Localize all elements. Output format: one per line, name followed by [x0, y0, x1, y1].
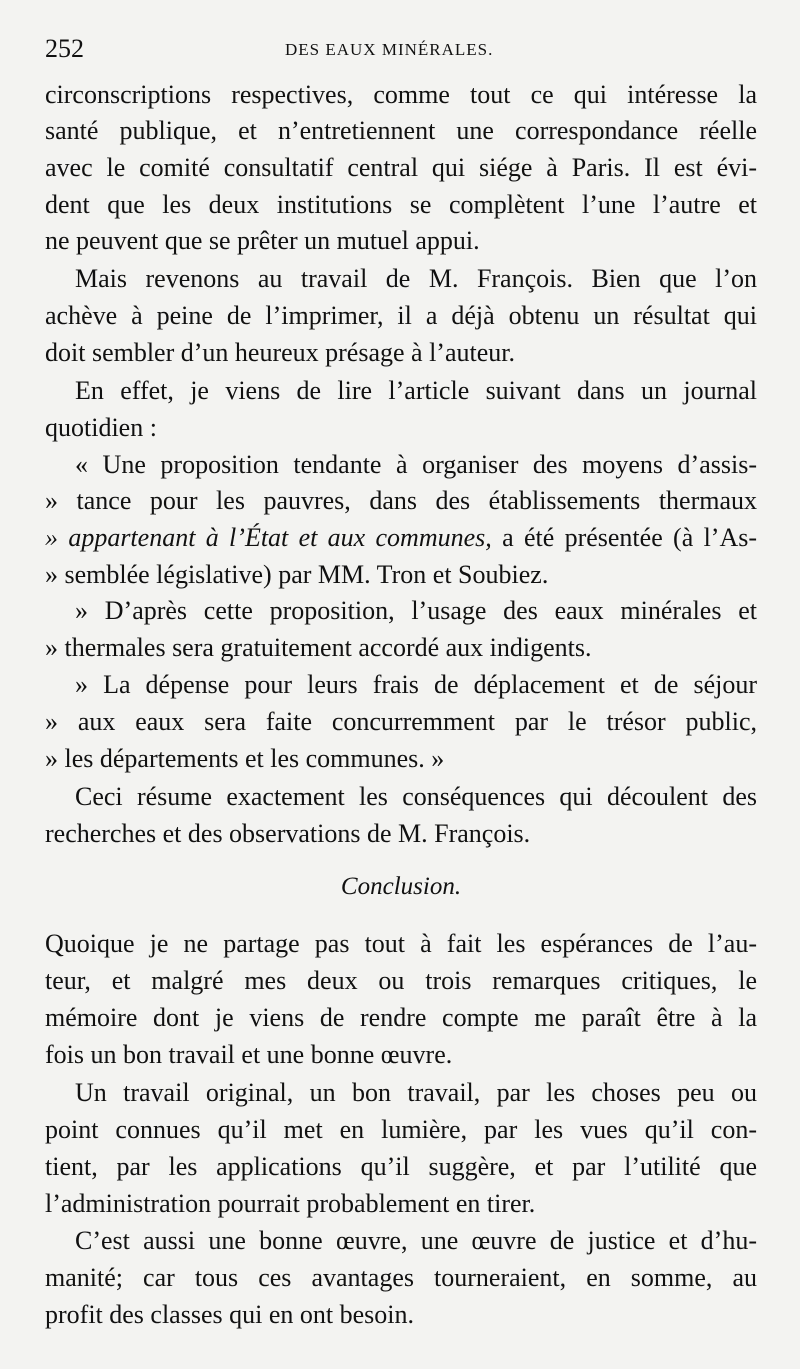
text-line: Ceci résume exactement les conséquences qui découlent des	[75, 782, 757, 811]
text-line: En effet, je viens de lire l’article suivant dans un journal	[75, 376, 757, 405]
text-line: manité; car tous ces avantages tourneraient, en somme, au	[45, 1263, 757, 1292]
text-line: Quoique je ne partage pas tout à fait les espérances de l’au-	[45, 929, 757, 958]
text-line: achève à peine de l’imprimer, il a déjà obtenu un résultat qui	[45, 301, 757, 330]
text-line: profit des classes qui en ont besoin.	[45, 1300, 414, 1329]
text-line: C’est aussi une bonne œuvre, une œuvre de justice et d’hu-	[75, 1226, 757, 1255]
text-line: quotidien :	[45, 413, 157, 442]
text-line: doit sembler d’un heureux présage à l’auteur.	[45, 338, 515, 367]
text-line: l’administration pourrait probablement en tirer.	[45, 1189, 536, 1218]
text-line: » les départements et les communes. »	[45, 744, 445, 773]
text-line: « Une proposition tendante à organiser des moyens d’assis-	[75, 450, 757, 479]
text-line: » tance pour les pauvres, dans des établissements thermaux	[45, 486, 757, 515]
text-line: » aux eaux sera faite concurremment par le trésor public,	[45, 707, 757, 736]
text-line: » thermales sera gratuitement accordé aux indigents.	[45, 633, 592, 662]
text-line: santé publique, et n’entretiennent une correspondance réelle	[45, 116, 757, 145]
running-head: DES EAUX MINÉRALES.	[285, 40, 494, 59]
text-line: » D’après cette proposition, l’usage des eaux minérales et	[75, 596, 757, 625]
text-line: avec le comité consultatif central qui siége à Paris. Il est évi-	[45, 153, 757, 182]
text-line: » La dépense pour leurs frais de déplacement et de séjour	[75, 670, 757, 699]
text-line: » semblée législative) par MM. Tron et Soubiez.	[45, 560, 549, 589]
text-line: recherches et des observations de M. François.	[45, 819, 531, 848]
text-line-rest: a été présentée (à l’As-	[491, 523, 758, 552]
text-line: dent que les deux institutions se complètent l’une l’autre et	[45, 190, 757, 219]
text-line: Mais revenons au travail de M. François. Bien que l’on	[75, 264, 757, 293]
text-line: Un travail original, un bon travail, par les choses peu ou	[75, 1078, 757, 1107]
page-number: 252	[45, 34, 84, 63]
text-line: ne peuvent que se prêter un mutuel appui.	[45, 226, 480, 255]
text-line: teur, et malgré mes deux ou trois remarques critiques, le	[45, 966, 757, 995]
text-line	[45, 519, 757, 557]
text-line: point connues qu’il met en lumière, par les vues qu’il con-	[45, 1115, 757, 1144]
text-line: circonscriptions respectives, comme tout ce qui intéresse la	[45, 80, 757, 109]
page-header	[45, 34, 755, 70]
text-line: tient, par les applications qu’il suggère, et par l’utilité que	[45, 1152, 757, 1181]
italic-phrase: » appartenant à l’État et aux communes,	[45, 523, 492, 552]
text-line: mémoire dont je viens de rendre compte me paraît être à la	[45, 1003, 757, 1032]
text-line: fois un bon travail et une bonne œuvre.	[45, 1040, 453, 1069]
section-heading: Conclusion.	[340, 873, 462, 900]
